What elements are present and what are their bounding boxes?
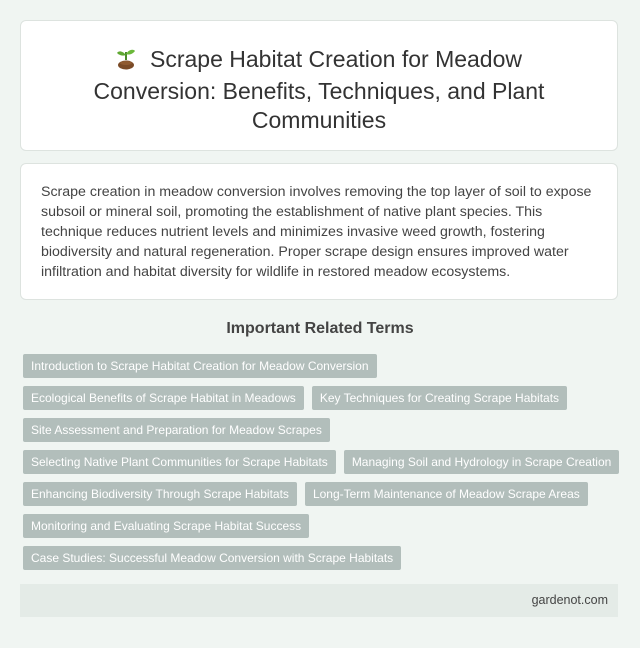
tag-row [23,354,623,378]
related-term-tag[interactable]: Selecting Native Plant Communities for Scrape Habitats [23,450,336,474]
tag-row [23,450,623,474]
related-term-tag[interactable]: Long-Term Maintenance of Meadow Scrape Areas [305,482,588,506]
page-title [21,21,617,135]
footer-site-link[interactable]: gardenot.com [531,593,608,607]
tag-row [23,482,623,506]
page-title-text: Scrape Habitat Creation for Meadow Conversion: Benefits, Techniques, and Plant Communities [93,46,545,133]
related-term-tag[interactable]: Ecological Benefits of Scrape Habitat in Meadows [23,386,304,410]
related-terms-heading: Important Related Terms [226,320,414,337]
footer [20,584,618,617]
related-term-tag[interactable]: Site Assessment and Preparation for Meadow Scrapes [23,418,330,442]
related-term-tag[interactable]: Key Techniques for Creating Scrape Habitats [312,386,567,410]
related-term-tag[interactable]: Monitoring and Evaluating Scrape Habitat Success [23,514,309,538]
related-term-tag[interactable]: Managing Soil and Hydrology in Scrape Creation [344,450,619,474]
tag-row [23,418,623,442]
tag-row [23,546,623,570]
sprout-icon [116,48,136,77]
summary-card [20,163,618,300]
tag-row [23,514,623,538]
related-term-tag[interactable]: Enhancing Biodiversity Through Scrape Habitats [23,482,297,506]
tag-row [23,386,623,410]
summary-text: Scrape creation in meadow conversion involves removing the top layer of soil to expose subsoil or mineral soil, promoting the establishment of native plant species. This technique reduces nutrient levels and minimizes invasive weed growth, fostering biodiversity and natural regeneration. Proper scrape design ensures improved water infiltration and habitat diversity for wildlife in restored meadow ecosystems. [41,184,592,280]
related-terms-list [23,354,623,578]
title-card [20,20,618,151]
related-term-tag[interactable]: Introduction to Scrape Habitat Creation for Meadow Conversion [23,354,377,378]
related-term-tag[interactable]: Case Studies: Successful Meadow Conversion with Scrape Habitats [23,546,401,570]
